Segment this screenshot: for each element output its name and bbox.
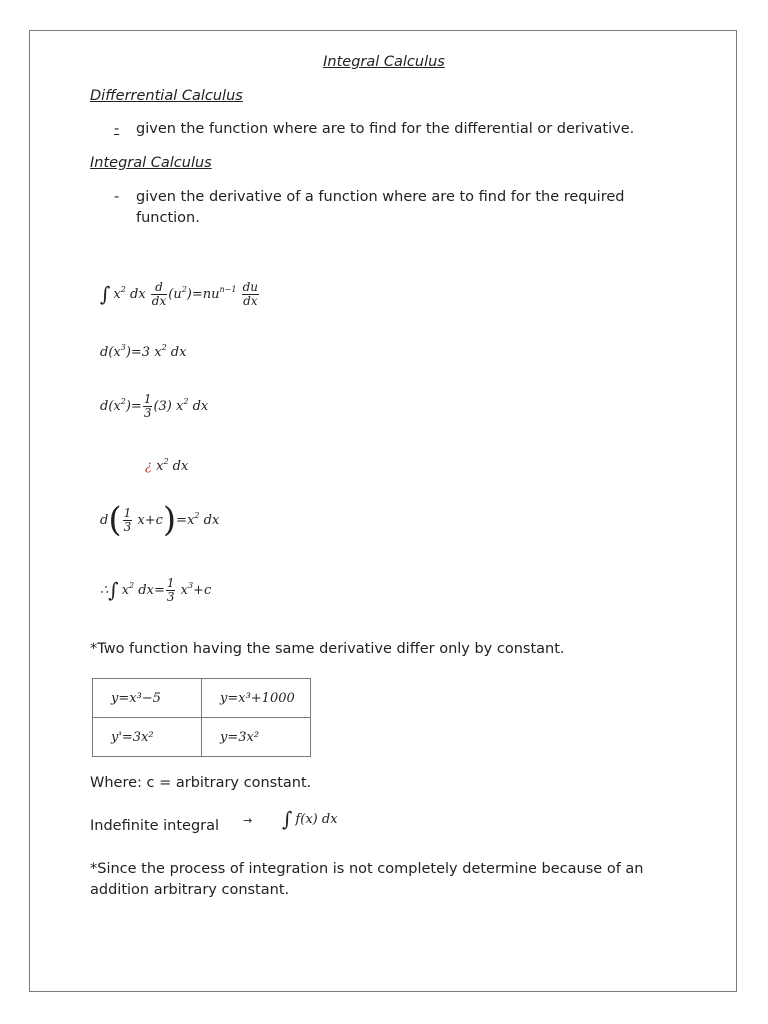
- equation-therefore-integral: ∴∫ $x^2$ dx= $\frac{1}{3}$ $x^3+c$: [100, 576, 212, 604]
- table-cell: y=x³−5: [93, 679, 202, 718]
- bullet-dash: -: [114, 121, 120, 137]
- note-same-derivative: *Two function having the same derivative differ only by constant.: [90, 641, 565, 657]
- integral-text-line-1: given the derivative of a function where are to find for the required: [136, 189, 625, 205]
- indefinite-integral-label: Indefinite integral: [90, 818, 220, 834]
- table-row: [93, 718, 311, 757]
- function-comparison-table: [92, 678, 311, 757]
- table-cell: y=x³+1000: [202, 679, 311, 718]
- differential-heading: Differrential Calculus: [90, 88, 243, 104]
- table-cell: y'=3x²: [93, 718, 202, 757]
- table-row: [93, 679, 311, 718]
- equation-d-x-squared: $d(x^2)=$ $\frac{1}{3}$ (3) $x^2$ dx: [100, 392, 209, 420]
- document-page: [29, 30, 737, 992]
- indefinite-integral-notation: ∫ f(x) dx: [282, 807, 338, 831]
- equation-placeholder-x-squared: ¿ $x^2$ dx: [145, 457, 189, 474]
- equation-d-antiderivative: d( $\frac{1}{3}$ $x+c)=x^2$ dx: [100, 500, 220, 540]
- differential-text: given the function where are to find for the differential or derivative.: [136, 121, 635, 137]
- equation-d-x-cubed: $d(x^3)=3$ $x^2$ dx: [100, 343, 187, 360]
- where-constant-line: Where: c = arbitrary constant.: [90, 775, 312, 791]
- integral-text-line-2: function.: [136, 210, 200, 226]
- equation-power-rule: ∫ $x^2$ dx $\frac{d}{dx}$ $(u^2)=nu^{n-1}$ $\frac{du}{dx}$: [100, 280, 259, 308]
- table-cell: y=3x²: [202, 718, 311, 757]
- closing-line-2: addition arbitrary constant.: [90, 882, 290, 898]
- closing-line-1: *Since the process of integration is not completely determine because of an: [90, 861, 644, 877]
- integral-bullet: -: [114, 189, 120, 205]
- integral-heading: Integral Calculus: [90, 155, 212, 171]
- differential-bullet: [114, 119, 136, 139]
- page-title: Integral Calculus: [323, 54, 445, 70]
- right-arrow-icon: →: [243, 814, 253, 827]
